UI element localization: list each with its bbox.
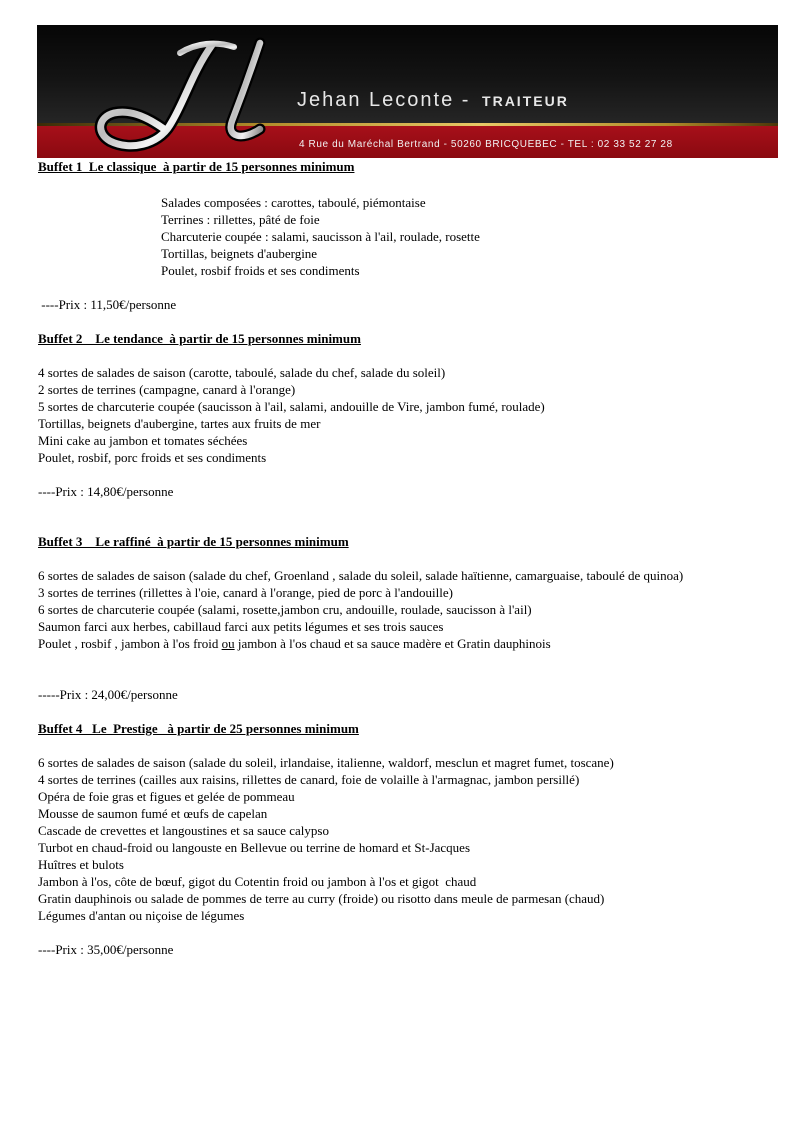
buffet-4-title: Buffet 4 Le Prestige à partir de 25 personnes minimum bbox=[38, 721, 359, 736]
buffet-3-item: Saumon farci aux herbes, cabillaud farci aux petits légumes et ses trois sauces bbox=[38, 619, 444, 634]
buffet-4-item: 4 sortes de terrines (cailles aux raisins, rillettes de canard, foie de volaille à l'armagnac, jambon persillé) bbox=[38, 772, 580, 787]
buffet-3-section bbox=[38, 533, 778, 703]
buffet-4-item: Opéra de foie gras et figues et gelée de pommeau bbox=[38, 789, 295, 804]
buffet-3-item-last-end: jambon à l'os chaud et sa sauce madère et Gratin dauphinois bbox=[234, 636, 551, 651]
buffet-1-item: Poulet, rosbif froids et ses condiments bbox=[161, 263, 360, 278]
company-address: 4 Rue du Maréchal Bertrand - 50260 BRICQUEBEC - TEL : 02 33 52 27 28 bbox=[299, 139, 673, 150]
brand-title bbox=[297, 89, 569, 112]
buffet-3-item: 3 sortes de terrines (rillettes à l'oie, canard à l'orange, pied de porc à l'andouille) bbox=[38, 585, 453, 600]
buffet-2-item: 2 sortes de terrines (campagne, canard à l'orange) bbox=[38, 382, 296, 397]
buffet-3-item: 6 sortes de salades de saison (salade du chef, Groenland , salade du soleil, salade haïtienne, camarguaise, taboulé de quinoa) bbox=[38, 568, 684, 583]
brand-separator: - bbox=[461, 89, 471, 111]
buffet-1-item: Salades composées : carottes, taboulé, piémontaise bbox=[161, 195, 426, 210]
buffet-1-items bbox=[38, 194, 778, 279]
buffet-4-price: ----Prix : 35,00€/personne bbox=[38, 942, 174, 957]
buffet-1-item: Tortillas, beignets d'aubergine bbox=[161, 246, 318, 261]
buffet-3-item: 6 sortes de charcuterie coupée (salami, rosette,jambon cru, andouille, roulade, saucisson à l'ail) bbox=[38, 602, 532, 617]
buffet-1-section bbox=[38, 158, 778, 313]
buffet-2-section bbox=[38, 330, 778, 500]
buffet-4-item: Turbot en chaud-froid ou langouste en Bellevue ou terrine de homard et St-Jacques bbox=[38, 840, 471, 855]
buffet-3-item-last-start: Poulet , rosbif , jambon à l'os froid bbox=[38, 636, 222, 651]
buffet-2-item: Poulet, rosbif, porc froids et ses condiments bbox=[38, 450, 267, 465]
buffet-menu bbox=[38, 158, 778, 958]
buffet-2-item: 5 sortes de charcuterie coupée (saucisson à l'ail, salami, andouille de Vire, jambon fumé, roulade) bbox=[38, 399, 545, 414]
buffet-2-item: 4 sortes de salades de saison (carotte, taboulé, salade du chef, salade du soleil) bbox=[38, 365, 446, 380]
buffet-4-section bbox=[38, 720, 778, 958]
header-banner bbox=[37, 25, 778, 158]
buffet-2-price: ----Prix : 14,80€/personne bbox=[38, 484, 174, 499]
buffet-4-item: Légumes d'antan ou niçoise de légumes bbox=[38, 908, 245, 923]
buffet-2-item: Mini cake au jambon et tomates séchées bbox=[38, 433, 248, 448]
buffet-1-title: Buffet 1 Le classique à partir de 15 personnes minimum bbox=[38, 159, 355, 174]
buffet-4-item: Jambon à l'os, côte de bœuf, gigot du Cotentin froid ou jambon à l'os et gigot chaud bbox=[38, 874, 477, 889]
buffet-3-item-last-or: ou bbox=[221, 636, 235, 651]
buffet-2-item: Tortillas, beignets d'aubergine, tartes aux fruits de mer bbox=[38, 416, 321, 431]
buffet-4-item: 6 sortes de salades de saison (salade du soleil, irlandaise, italienne, waldorf, mesclun et magret fumet, toscane) bbox=[38, 755, 614, 770]
buffet-2-title: Buffet 2 Le tendance à partir de 15 personnes minimum bbox=[38, 331, 361, 346]
brand-name: Jehan Leconte bbox=[297, 89, 455, 111]
buffet-1-item: Charcuterie coupée : salami, saucisson à l'ail, roulade, rosette bbox=[161, 229, 480, 244]
buffet-4-item: Mousse de saumon fumé et œufs de capelan bbox=[38, 806, 268, 821]
buffet-1-item: Terrines : rillettes, pâté de foie bbox=[161, 212, 320, 227]
buffet-4-item: Huîtres et bulots bbox=[38, 857, 124, 872]
brand-trade: TRAITEUR bbox=[482, 93, 569, 109]
jl-monogram-logo bbox=[92, 33, 292, 158]
buffet-1-price: ----Prix : 11,50€/personne bbox=[38, 297, 177, 312]
buffet-4-item: Gratin dauphinois ou salade de pommes de terre au curry (froide) ou risotto dans meule de parmesan (chaud) bbox=[38, 891, 605, 906]
buffet-3-item-last bbox=[38, 635, 778, 652]
buffet-3-title: Buffet 3 Le raffiné à partir de 15 personnes minimum bbox=[38, 534, 349, 549]
buffet-4-item: Cascade de crevettes et langoustines et sa sauce calypso bbox=[38, 823, 329, 838]
buffet-3-price: -----Prix : 24,00€/personne bbox=[38, 687, 178, 702]
